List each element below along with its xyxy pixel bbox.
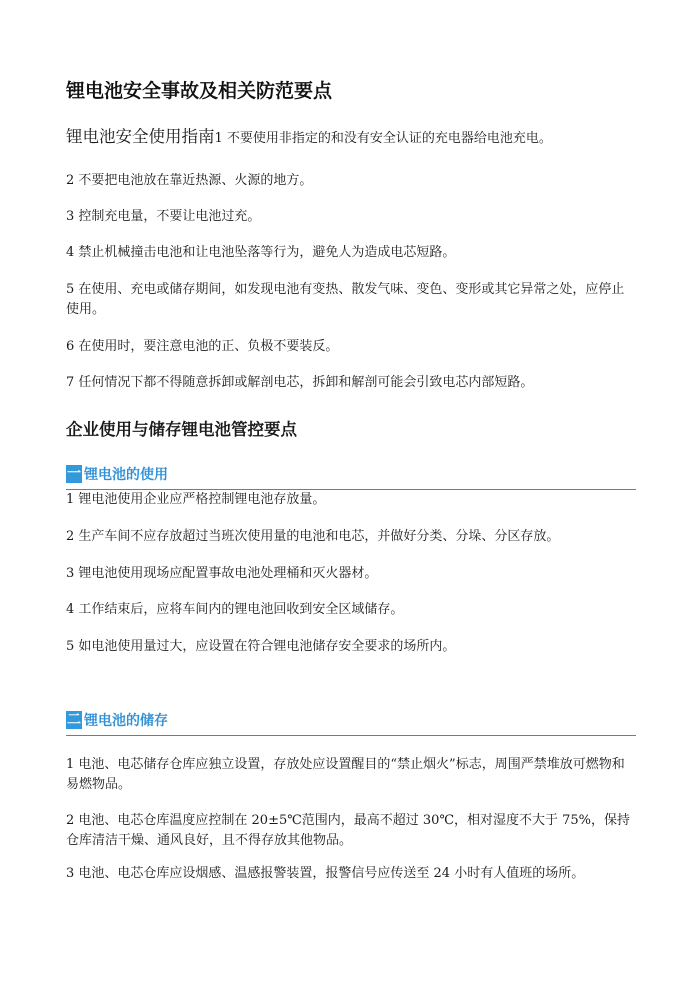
guide-item-5: 5 在使用、充电或储存期间，如发现电池有变热、散发气味、变色、变形或其它异常之处，应停止使用。 — [66, 282, 625, 317]
usage-item-5: 5 如电池使用量过大，应设置在符合锂电池储存安全要求的场所内。 — [66, 639, 456, 654]
section-number-badge: 一 — [67, 466, 81, 482]
section-header-usage — [66, 461, 636, 490]
usage-item-3: 3 锂电池使用现场应配置事故电池处理桶和灭火器材。 — [66, 566, 378, 581]
management-subtitle: 企业使用与储存锂电池管控要点 — [66, 420, 297, 439]
storage-item-1: 1 电池、电芯储存仓库应独立设置，存放处应设置醒目的“禁止烟火”标志，周围严禁堆放可燃物和易燃物品。 — [66, 757, 625, 792]
document-title: 锂电池安全事故及相关防范要点 — [66, 80, 333, 102]
section-number-badge: 二 — [67, 712, 81, 728]
section-title: 锂电池的储存 — [84, 713, 168, 729]
guide-item-6: 6 在使用时，要注意电池的正、负极不要装反。 — [66, 339, 339, 354]
usage-item-4: 4 工作结束后，应将车间内的锂电池回收到安全区域储存。 — [66, 602, 404, 617]
guide-item-3: 3 控制充电量，不要让电池过充。 — [66, 209, 261, 224]
storage-item-3: 3 电池、电芯仓库应设烟感、温感报警装置，报警信号应传送至 24 小时有人值班的场所。 — [66, 866, 585, 881]
guide-item-4: 4 禁止机械撞击电池和让电池坠落等行为，避免人为造成电芯短路。 — [66, 245, 456, 260]
section-header-storage — [66, 707, 636, 736]
usage-item-1: 1 锂电池使用企业应严格控制锂电池存放量。 — [66, 492, 326, 507]
guide-item-7: 7 任何情况下都不得随意拆卸或解剖电芯，拆卸和解剖可能会引致电芯内部短路。 — [66, 375, 534, 390]
guide-item-1: 1 不要使用非指定的和没有安全认证的充电器给电池充电。 — [214, 131, 552, 146]
guide-heading: 锂电池安全使用指南 — [66, 127, 215, 146]
usage-item-2: 2 生产车间不应存放超过当班次使用量的电池和电芯，并做好分类、分垛、分区存放。 — [66, 529, 560, 544]
guide-intro-paragraph — [66, 127, 636, 149]
guide-item-2: 2 不要把电池放在靠近热源、火源的地方。 — [66, 173, 313, 188]
section-title: 锂电池的使用 — [84, 467, 168, 483]
storage-item-2: 2 电池、电芯仓库温度应控制在 20±5℃范围内，最高不超过 30℃，相对湿度不大于 75%，保持仓库清洁干燥、通风良好，且不得存放其他物品。 — [66, 813, 631, 848]
